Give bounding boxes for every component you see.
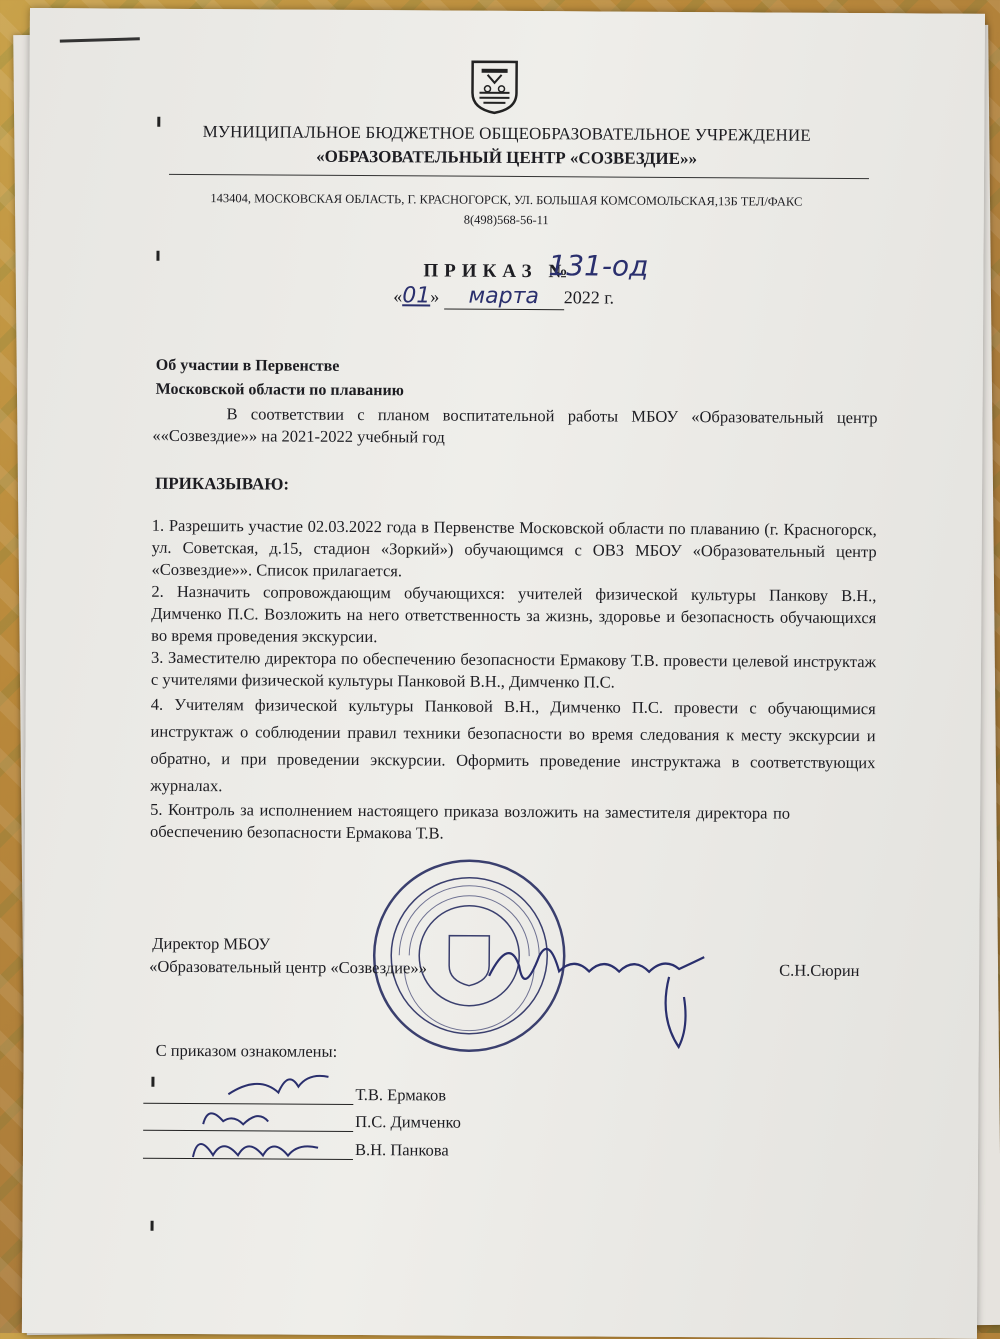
pen-mark xyxy=(60,37,140,42)
signatory-position: Директор МБОУ xyxy=(152,933,271,954)
date-close-quote: » xyxy=(430,286,440,307)
header-divider xyxy=(169,174,869,179)
order-subject xyxy=(156,354,405,404)
order-item: 3. Заместителю директора по обеспечению безопасности Ермакову Т.В. провести целевой инструктаж с учителями физической культуры Панковой В.Н., Димченко П.С. xyxy=(150,647,877,692)
order-item: 1. Разрешить участие 02.03.2022 года в Первенстве Московской области по плаванию (г. Красногорск, ул. Советская, д.15, стадион «Зоркий») обучающимся с ОВЗ МБОУ «Образовательный центр «Созвездие»». Список прилагается. xyxy=(151,515,877,581)
order-item: 2. Назначить сопровождающим обучающихся: учителей физической культуры Панкову В.Н., Димченко П.С. Возложить на него ответственность за жизнь, здоровье и безопасность обучающихся во время проведения экскурсии. xyxy=(151,581,877,647)
acknowledger-name: В.Н. Панкова xyxy=(354,1140,449,1160)
date-open-quote: « xyxy=(393,286,403,307)
signatory-organization: «Образовательный центр «Созвездие»» xyxy=(149,956,427,978)
date-year: 2022 г. xyxy=(563,287,615,308)
signatory-name: С.Н.Сюрин xyxy=(779,960,860,981)
date-day-handwritten: 01 xyxy=(402,283,431,309)
order-item: 4. Учителям физической культуры Панковой В.Н., Димченко П.С. провести с обучающимися инструктаж о соблюдении правил техники безопасности во время следования к месту экскурсии и обратно, и при проведении экскурсии. Оформить проведение инструктажа в соответствующих журналах. xyxy=(150,694,876,796)
subject-line: Московской области по плаванию xyxy=(155,380,404,400)
margin-mark xyxy=(156,251,159,261)
margin-mark xyxy=(151,1221,154,1231)
acknowledger-name: Т.В. Ермаков xyxy=(355,1085,447,1105)
order-item: 5. Контроль за исполнением настоящего приказа возложить на заместителя директора по обеспечению безопасности Ермакова Т.В. xyxy=(149,799,791,843)
order-title: ПРИКАЗ № xyxy=(423,260,574,283)
document-page xyxy=(22,8,985,1339)
margin-mark xyxy=(157,117,160,127)
phone-line: 8(498)568-56-11 xyxy=(463,212,549,228)
organization-name: МУНИЦИПАЛЬНОЕ БЮДЖЕТНОЕ ОБЩЕОБРАЗОВАТЕЛЬНОЕ УЧРЕЖДЕНИЕ xyxy=(202,122,811,145)
order-date xyxy=(393,283,614,310)
order-directive-heading: ПРИКАЗЫВАЮ: xyxy=(155,473,290,494)
acknowledger-signature xyxy=(168,1127,338,1168)
subject-line: Об участии в Первенстве xyxy=(155,356,340,375)
date-month-handwritten: марта xyxy=(444,284,564,311)
order-number-handwritten: 131-од xyxy=(548,249,649,283)
preamble-paragraph: В соответствии с планом воспитательной работы МБОУ «Образовательный центр ««Созвездие»» на 2021-2022 учебный год xyxy=(152,404,878,447)
acknowledgement-heading: С приказом ознакомлены: xyxy=(155,1040,338,1061)
director-signature xyxy=(479,916,710,1057)
organization-short-name: «ОБРАЗОВАТЕЛЬНЫЙ ЦЕНТР «СОЗВЕЗДИЕ»» xyxy=(316,146,698,169)
address-line: 143404, МОСКОВСКАЯ ОБЛАСТЬ, Г. КРАСНОГОРСК, УЛ. БОЛЬШАЯ КОМСОМОЛЬСКАЯ,13Б ТЕЛ/ФАКС xyxy=(210,191,803,209)
acknowledger-name: П.С. Димченко xyxy=(355,1112,461,1132)
coat-of-arms-icon xyxy=(469,59,519,115)
order-items-list xyxy=(150,515,877,847)
